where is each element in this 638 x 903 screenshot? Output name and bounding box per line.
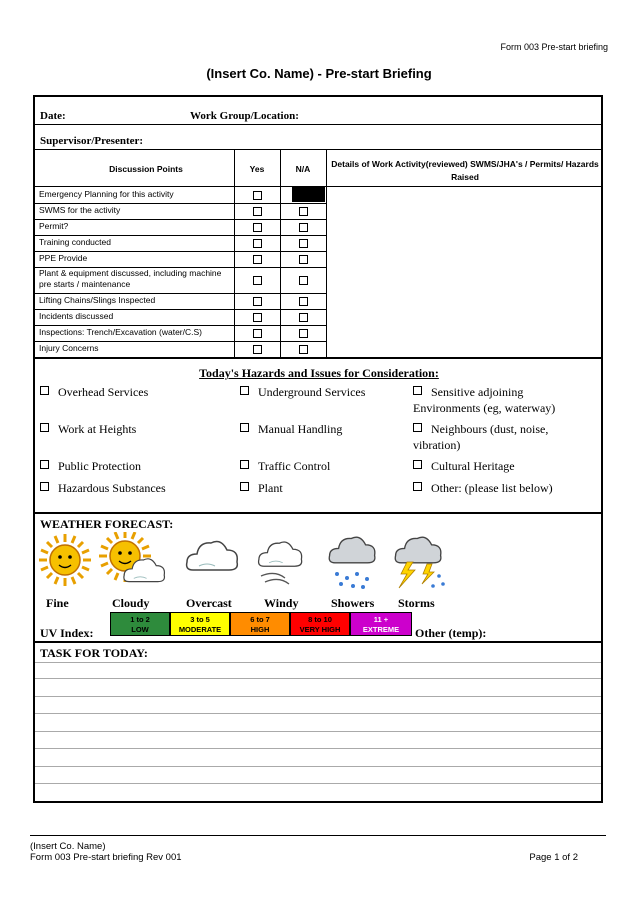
footer-form-rev: Form 003 Pre-start briefing Rev 001 (30, 852, 182, 863)
weather-condition-label: Showers (331, 596, 375, 610)
hazard-item (40, 421, 225, 437)
hazard-item (40, 480, 225, 496)
column-divider (326, 150, 327, 357)
other-temp-label: Other (temp): (415, 626, 487, 640)
uv-level: LOW (131, 625, 149, 634)
cloudy-sun-icon (99, 532, 164, 582)
divider (35, 357, 601, 359)
uv-level-cell (230, 612, 290, 636)
hazard-label: Traffic Control (258, 459, 331, 473)
task-ruled-line (35, 678, 601, 679)
divider (35, 149, 601, 150)
weather-condition-label: Fine (46, 596, 69, 610)
weather-condition-label: Cloudy (112, 596, 150, 610)
na-checkbox[interactable] (299, 345, 308, 354)
weather-condition-label: Overcast (186, 596, 232, 610)
hazard-checkbox[interactable] (40, 460, 49, 469)
hazard-label: Overhead Services (58, 385, 149, 399)
task-ruled-line (35, 696, 601, 697)
checklist-row (35, 203, 326, 219)
na-checkbox[interactable] (299, 255, 308, 264)
uv-level-cell (350, 612, 412, 636)
uv-range: 8 to 10 (308, 615, 332, 624)
na-checkbox[interactable] (299, 223, 308, 232)
na-checkbox[interactable] (299, 239, 308, 248)
yes-checkbox[interactable] (253, 255, 262, 264)
hazard-checkbox[interactable] (240, 386, 249, 395)
uv-range: 1 to 2 (130, 615, 150, 624)
yes-checkbox[interactable] (253, 329, 262, 338)
hazard-item (240, 421, 425, 437)
yes-checkbox[interactable] (253, 345, 262, 354)
yes-checkbox[interactable] (253, 297, 262, 306)
uv-range: 6 to 7 (250, 615, 270, 624)
task-ruled-line (35, 748, 601, 749)
hazard-label: Public Protection (58, 459, 141, 473)
hazard-label: Plant (258, 481, 283, 495)
hazard-item (240, 458, 425, 474)
checklist-row (35, 251, 326, 267)
hazard-item (413, 480, 578, 496)
storms-icon (395, 537, 445, 588)
hazard-label: Sensitive adjoining Environments (eg, waterway) (413, 385, 556, 415)
yes-checkbox[interactable] (253, 313, 262, 322)
na-checkbox[interactable] (299, 313, 308, 322)
col-header-details: Details of Work Activity(reviewed) SWMS/JHA's / Permits/ Hazards Raised (331, 159, 599, 182)
checklist-item-label: Injury Concerns (39, 343, 99, 353)
hazard-item (413, 384, 578, 416)
uv-level-cell (290, 612, 350, 636)
hazard-checkbox[interactable] (240, 460, 249, 469)
hazard-label: Manual Handling (258, 422, 343, 436)
windy-icon (259, 542, 302, 584)
task-ruled-line (35, 731, 601, 732)
hazard-label: Other: (please list below) (431, 481, 553, 495)
checklist-item-label: PPE Provide (39, 253, 88, 263)
hazard-checkbox[interactable] (413, 386, 422, 395)
showers-icon (329, 537, 375, 589)
uv-range: 11 + (373, 615, 389, 624)
uv-level-cell (170, 612, 230, 636)
yes-checkbox[interactable] (253, 191, 262, 200)
checklist-row (35, 267, 326, 293)
checklist-item-label: Lifting Chains/Slings Inspected (39, 295, 156, 305)
checklist-item-label: Inspections: Trench/Excavation (water/C.S) (39, 327, 202, 337)
uv-range: 3 to 5 (190, 615, 210, 624)
hazard-checkbox[interactable] (240, 423, 249, 432)
hazard-item (240, 384, 425, 400)
footer-divider (30, 835, 606, 836)
divider (35, 124, 601, 125)
yes-checkbox[interactable] (253, 207, 262, 216)
checklist-row (35, 309, 326, 325)
col-header-na: N/A (295, 164, 311, 174)
task-ruled-line (35, 662, 601, 663)
hazard-checkbox[interactable] (413, 460, 422, 469)
hazard-checkbox[interactable] (40, 386, 49, 395)
footer-company: (Insert Co. Name) (30, 841, 106, 852)
uv-index-label: UV Index: (40, 626, 94, 640)
na-checkbox[interactable] (299, 207, 308, 216)
na-checkbox[interactable] (299, 276, 308, 285)
task-title: TASK FOR TODAY: (40, 646, 148, 660)
checklist-row (35, 325, 326, 341)
weather-icons (35, 532, 445, 596)
overcast-cloud-icon (187, 542, 238, 570)
yes-checkbox[interactable] (253, 276, 262, 285)
checklist-row (35, 219, 326, 235)
uv-level-cell (110, 612, 170, 636)
yes-checkbox[interactable] (253, 239, 262, 248)
hazard-item (240, 480, 425, 496)
checklist-item-label: Training conducted (39, 237, 111, 247)
weather-condition-label: Windy (264, 596, 299, 610)
checklist-item-label: Incidents discussed (39, 311, 114, 321)
checklist-row (35, 293, 326, 309)
hazard-checkbox[interactable] (413, 423, 422, 432)
uv-level: VERY HIGH (299, 625, 341, 634)
uv-level: MODERATE (178, 625, 222, 634)
checklist-item-label: Permit? (39, 221, 69, 231)
weather-title: WEATHER FORECAST: (40, 517, 174, 531)
hazards-title: Today's Hazards and Issues for Consideration: (199, 366, 439, 380)
divider (35, 641, 601, 643)
hazard-checkbox[interactable] (413, 482, 422, 491)
hazard-item (413, 421, 578, 453)
divider (35, 512, 601, 514)
hazard-item (413, 458, 578, 474)
hazard-label: Cultural Heritage (431, 459, 515, 473)
hazard-label: Hazardous Substances (58, 481, 166, 495)
task-ruled-line (35, 766, 601, 767)
checklist-row (35, 187, 326, 203)
checklist-item-label: Plant & equipment discussed, including machine pre starts / maintenance (39, 268, 222, 289)
task-ruled-line (35, 783, 601, 784)
checklist-item-label: SWMS for the activity (39, 205, 121, 215)
uv-level: HIGH (250, 625, 270, 634)
na-checkbox[interactable] (299, 297, 308, 306)
checklist-row (35, 341, 326, 357)
date-label: Date: (40, 110, 66, 122)
weather-condition-label: Storms (398, 596, 435, 610)
hazard-label: Work at Heights (58, 422, 137, 436)
checklist-row (35, 235, 326, 251)
hazard-checkbox[interactable] (240, 482, 249, 491)
na-checkbox[interactable] (299, 329, 308, 338)
col-header-yes: Yes (249, 164, 265, 174)
work-group-label: Work Group/Location: (190, 110, 299, 122)
supervisor-label: Supervisor/Presenter: (40, 135, 144, 147)
hazard-item (40, 458, 225, 474)
document-title: (Insert Co. Name) - Pre-start Briefing (206, 66, 432, 81)
hazard-item (40, 384, 225, 400)
fine-sun-icon (39, 534, 91, 586)
uv-level: EXTREME (362, 625, 400, 634)
yes-checkbox[interactable] (253, 223, 262, 232)
hazard-label: Underground Services (258, 385, 366, 399)
checklist-item-label: Emergency Planning for this activity (39, 189, 174, 199)
footer-page-number: Page 1 of 2 (529, 852, 578, 863)
col-header-points: Discussion Points (109, 164, 183, 174)
hazard-checkbox[interactable] (40, 423, 49, 432)
task-ruled-line (35, 713, 601, 714)
form-reference: Form 003 Pre-start briefing (500, 42, 608, 52)
hazard-checkbox[interactable] (40, 482, 49, 491)
hazard-label: Neighbours (dust, noise, vibration) (413, 422, 549, 452)
